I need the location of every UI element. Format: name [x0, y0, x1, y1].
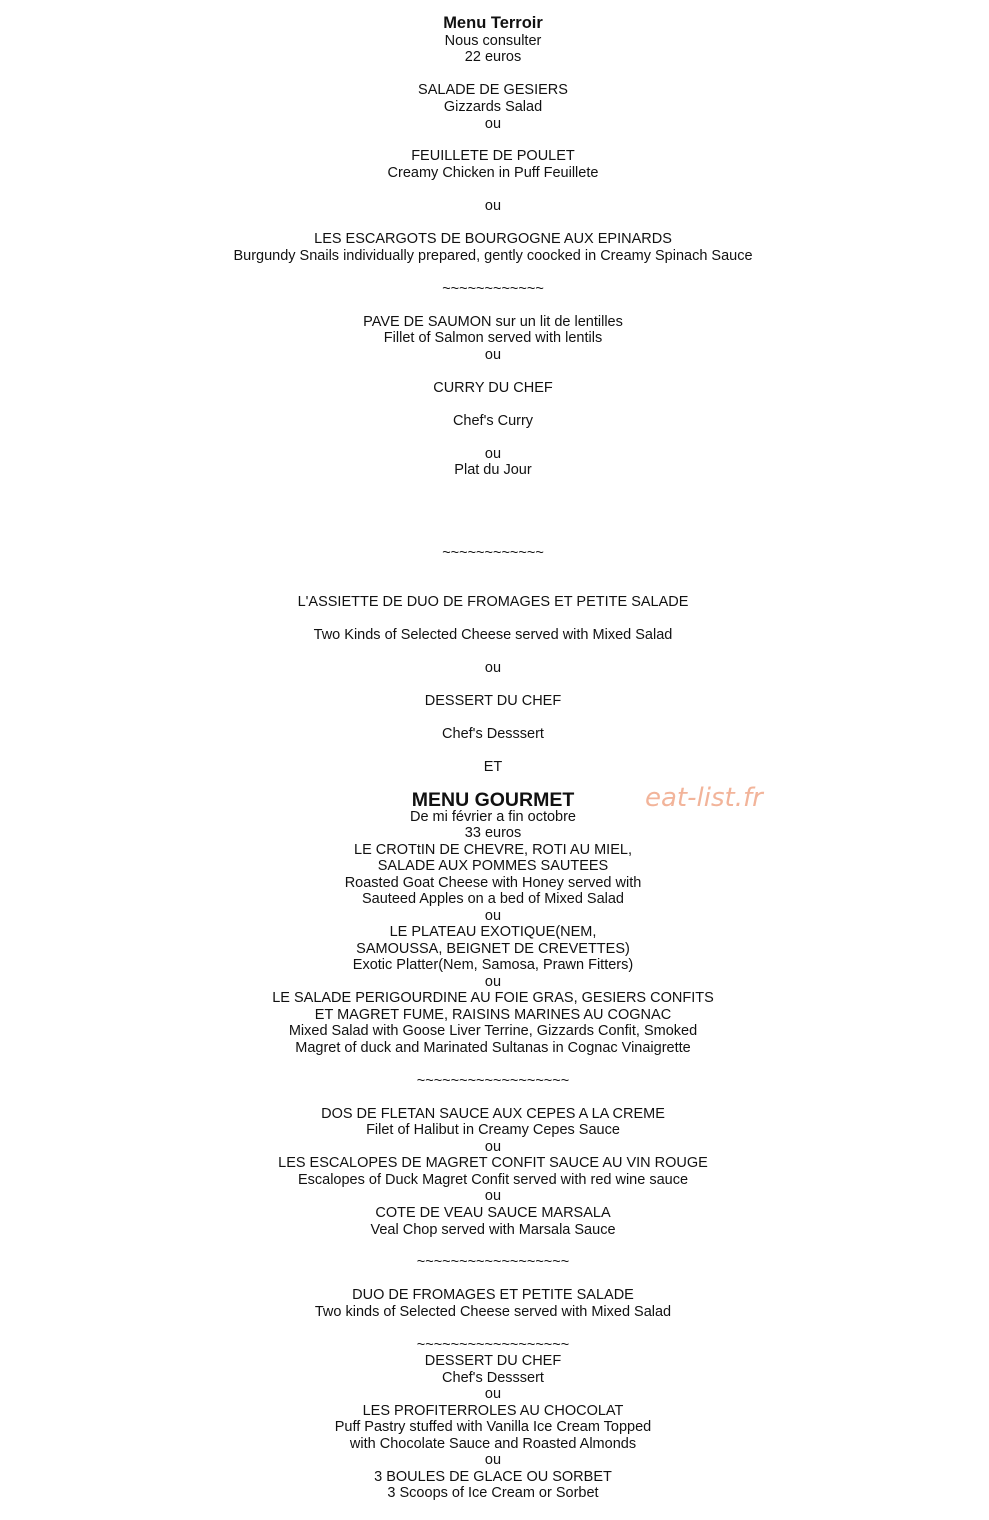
- dish-name-en: Gizzards Salad: [443, 99, 543, 115]
- dish-name-fr: DUO DE FROMAGES ET PETITE SALADE: [352, 1287, 634, 1303]
- or-separator: ou: [484, 1452, 502, 1468]
- dish-name-fr: DESSERT DU CHEF: [424, 693, 562, 709]
- watermark-logo: eat-list.fr: [645, 783, 763, 813]
- dish-name-en: Fillet of Salmon served with lentils: [383, 330, 603, 346]
- menu-gourmet-title: MENU GOURMET: [411, 789, 575, 811]
- dish-name-fr: COTE DE VEAU SAUCE MARSALA: [375, 1205, 611, 1221]
- dish-name-fr: SALADE DE GESIERS: [418, 82, 568, 98]
- or-separator: ou: [484, 347, 502, 363]
- or-separator: ou: [484, 660, 502, 676]
- dish-name-en: with Chocolate Sauce and Roasted Almonds: [349, 1436, 637, 1452]
- dish-name-en: Filet of Halibut in Creamy Cepes Sauce: [366, 1122, 620, 1138]
- dish-name-fr: LES ESCALOPES DE MAGRET CONFIT SAUCE AU VIN ROUGE: [278, 1155, 708, 1171]
- dish-name-en: Chef's Desssert: [442, 726, 544, 742]
- dish-name-fr: LES PROFITERROLES AU CHOCOLAT: [362, 1403, 624, 1419]
- et-conjunction: ET: [483, 759, 503, 775]
- course-separator: ~~~~~~~~~~~~~~~~~~: [416, 1073, 570, 1089]
- dish-name-en: Exotic Platter(Nem, Samosa, Prawn Fitters): [352, 957, 634, 973]
- dish-name-fr: LES ESCARGOTS DE BOURGOGNE AUX EPINARDS: [314, 231, 672, 247]
- course-separator: ~~~~~~~~~~~~: [442, 545, 544, 561]
- dish-name-en: Two Kinds of Selected Cheese served with Mixed Salad: [313, 627, 673, 643]
- course-separator: ~~~~~~~~~~~~~~~~~~: [416, 1337, 570, 1353]
- dish-name-fr: SALADE AUX POMMES SAUTEES: [377, 858, 609, 874]
- dish-name-en: Puff Pastry stuffed with Vanilla Ice Cream Topped: [334, 1419, 652, 1435]
- course-separator: ~~~~~~~~~~~~: [442, 281, 544, 297]
- dish-name-fr: LE PLATEAU EXOTIQUE(NEM,: [389, 924, 597, 940]
- or-separator: ou: [484, 198, 502, 214]
- menu-terroir-title: Menu Terroir: [443, 14, 543, 32]
- dish-name-en: Veal Chop served with Marsala Sauce: [370, 1222, 616, 1238]
- dish-name-fr: PAVE DE SAUMON sur un lit de lentilles: [363, 314, 623, 330]
- dish-name-en: Burgundy Snails individually prepared, gently coocked in Creamy Spinach Sauce: [233, 248, 753, 264]
- menu-terroir-subtitle: Nous consulter: [444, 33, 542, 49]
- dish-name-en: Creamy Chicken in Puff Feuillete: [387, 165, 599, 181]
- dish-name-en: Roasted Goat Cheese with Honey served with: [344, 875, 642, 891]
- course-separator: ~~~~~~~~~~~~~~~~~~: [416, 1254, 570, 1270]
- dish-name-fr: L'ASSIETTE DE DUO DE FROMAGES ET PETITE SALADE: [297, 594, 689, 610]
- dish-name-fr: LE CROTtIN DE CHEVRE, ROTI AU MIEL,: [354, 842, 632, 858]
- dish-name-fr: Plat du Jour: [454, 462, 532, 478]
- or-separator: ou: [484, 446, 502, 462]
- dish-name-en: Magret of duck and Marinated Sultanas in Cognac Vinaigrette: [295, 1040, 691, 1056]
- dish-name-fr: CURRY DU CHEF: [433, 380, 553, 396]
- dish-name-fr: DOS DE FLETAN SAUCE AUX CEPES A LA CREME: [321, 1106, 665, 1122]
- or-separator: ou: [484, 974, 502, 990]
- dish-name-en: Escalopes of Duck Magret Confit served with red wine sauce: [297, 1172, 689, 1188]
- dish-name-en: Chef's Desssert: [442, 1370, 544, 1386]
- or-separator: ou: [484, 1139, 502, 1155]
- dish-name-fr: SAMOUSSA, BEIGNET DE CREVETTES): [356, 941, 630, 957]
- or-separator: ou: [484, 116, 502, 132]
- or-separator: ou: [484, 908, 502, 924]
- dish-name-fr: ET MAGRET FUME, RAISINS MARINES AU COGNAC: [314, 1007, 672, 1023]
- dish-name-fr: DESSERT DU CHEF: [424, 1353, 562, 1369]
- dish-name-en: Sauteed Apples on a bed of Mixed Salad: [362, 891, 624, 907]
- dish-name-en: Chef's Curry: [452, 413, 534, 429]
- dish-name-fr: LE SALADE PERIGOURDINE AU FOIE GRAS, GESIERS CONFITS: [272, 990, 714, 1006]
- menu-gourmet-subtitle: De mi février a fin octobre: [409, 809, 576, 825]
- or-separator: ou: [484, 1188, 502, 1204]
- menu-terroir-price: 22 euros: [464, 49, 522, 65]
- dish-name-en: Mixed Salad with Goose Liver Terrine, Gizzards Confit, Smoked: [288, 1023, 698, 1039]
- or-separator: ou: [484, 1386, 502, 1402]
- dish-name-en: 3 Scoops of Ice Cream or Sorbet: [387, 1485, 599, 1501]
- dish-name-fr: 3 BOULES DE GLACE OU SORBET: [374, 1469, 612, 1485]
- dish-name-fr: FEUILLETE DE POULET: [411, 148, 575, 164]
- menu-gourmet-price: 33 euros: [464, 825, 522, 841]
- dish-name-en: Two kinds of Selected Cheese served with Mixed Salad: [314, 1304, 672, 1320]
